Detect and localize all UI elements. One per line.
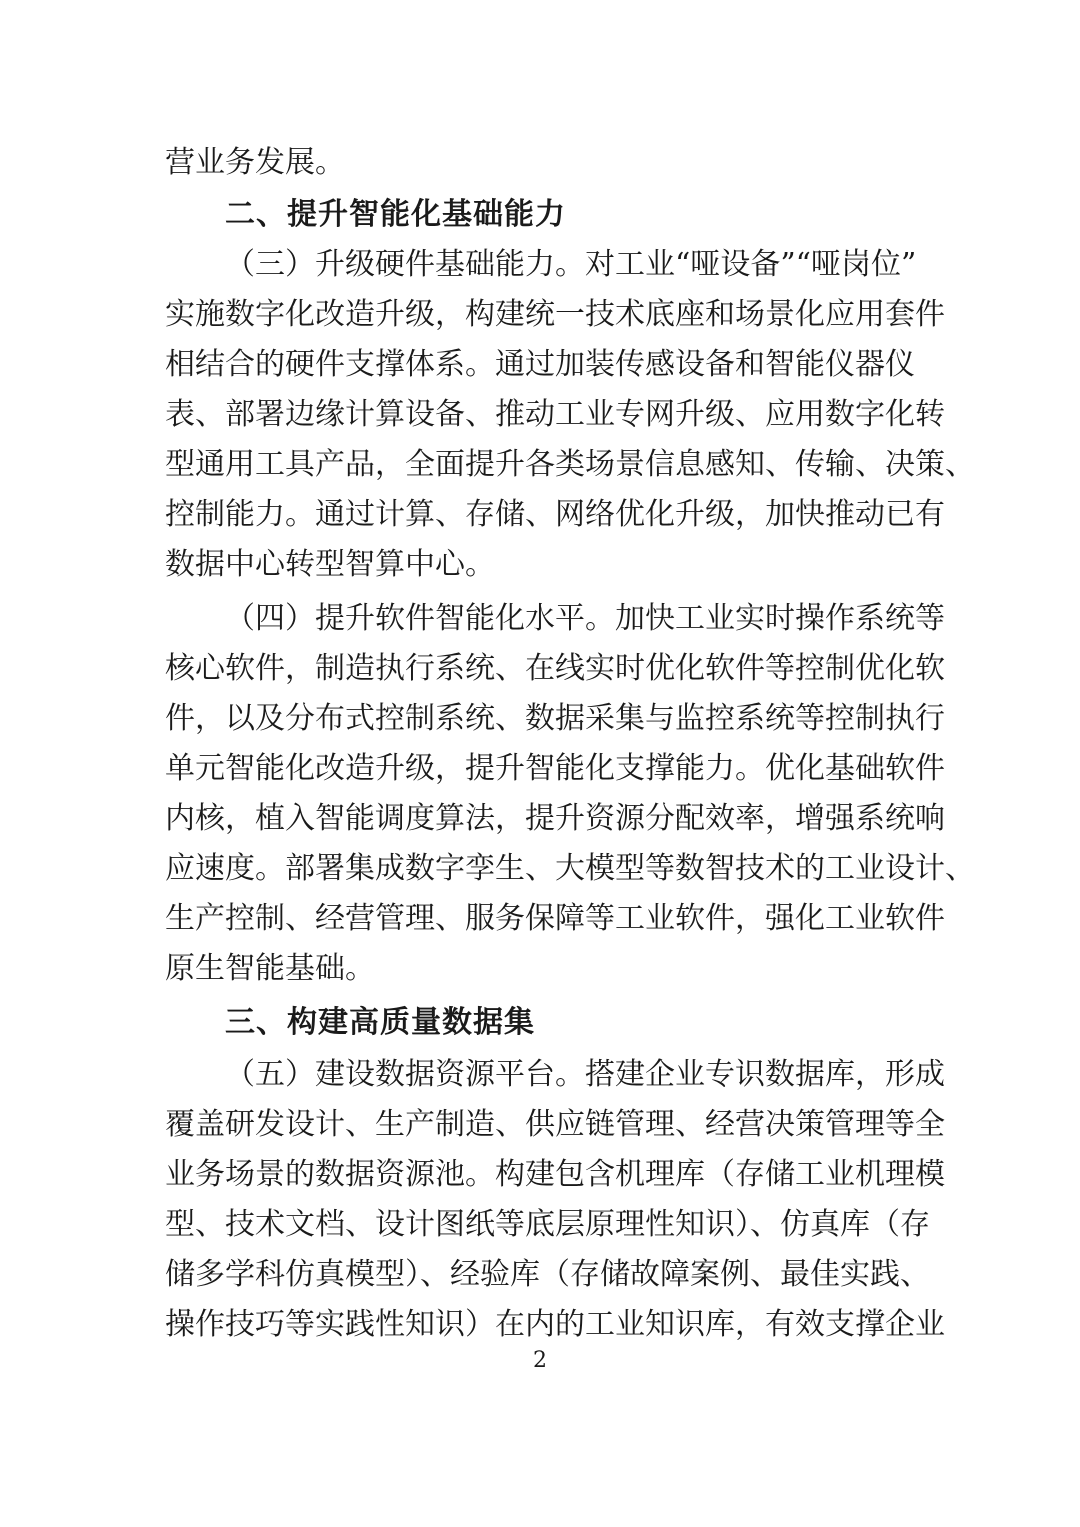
text-line: 件，以及分布式控制系统、数据采集与监控系统等控制执行	[165, 701, 945, 736]
text-line: 营业务发展。	[165, 145, 345, 180]
text-line: 应速度。部署集成数字孪生、大模型等数智技术的工业设计、	[165, 851, 975, 886]
page-number: 2	[533, 1348, 547, 1373]
text-line: 覆盖研发设计、生产制造、供应链管理、经营决策管理等全	[165, 1107, 945, 1142]
text-line: （五）建设数据资源平台。搭建企业专识数据库，形成	[225, 1057, 945, 1092]
text-line: 实施数字化改造升级，构建统一技术底座和场景化应用套件	[165, 297, 945, 332]
text-line: 控制能力。通过计算、存储、网络优化升级，加快推动已有	[165, 497, 945, 532]
text-line: 业务场景的数据资源池。构建包含机理库（存储工业机理模	[165, 1157, 945, 1192]
text-line: 操作技巧等实践性知识）在内的工业知识库，有效支撑企业	[165, 1307, 945, 1342]
text-line: 型通用工具产品，全面提升各类场景信息感知、传输、决策、	[165, 447, 975, 482]
text-line: 原生智能基础。	[165, 951, 375, 986]
text-line: （四）提升软件智能化水平。加快工业实时操作系统等	[225, 601, 945, 636]
text-line: 储多学科仿真模型）、经验库（存储故障案例、最佳实践、	[165, 1257, 930, 1292]
text-line: 单元智能化改造升级，提升智能化支撑能力。优化基础软件	[165, 751, 945, 786]
text-line: 生产控制、经营管理、服务保障等工业软件，强化工业软件	[165, 901, 945, 936]
text-line: 表、部署边缘计算设备、推动工业专网升级、应用数字化转	[165, 397, 945, 432]
text-line: 核心软件，制造执行系统、在线实时优化软件等控制优化软	[165, 651, 945, 686]
section-heading: 二、提升智能化基础能力	[225, 197, 566, 232]
text-line: 相结合的硬件支撑体系。通过加装传感设备和智能仪器仪	[165, 347, 915, 382]
text-line: 内核，植入智能调度算法，提升资源分配效率，增强系统响	[165, 801, 945, 836]
text-line: 型、技术文档、设计图纸等底层原理性知识）、仿真库（存	[165, 1207, 930, 1242]
text-line: 数据中心转型智算中心。	[165, 547, 495, 582]
section-heading: 三、构建高质量数据集	[225, 1005, 535, 1040]
text-line: （三）升级硬件基础能力。对工业“哑设备”“哑岗位”	[225, 247, 917, 282]
